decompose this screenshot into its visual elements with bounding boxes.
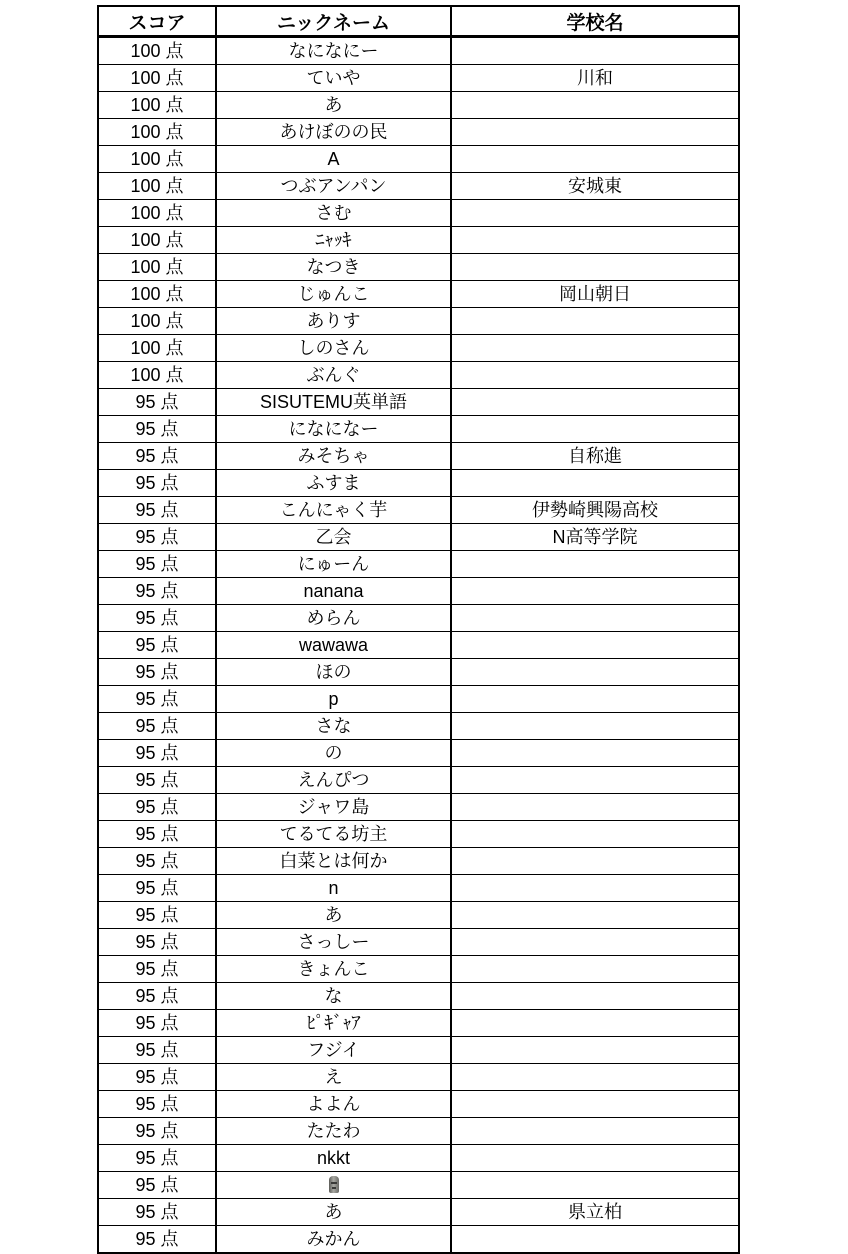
table-row	[98, 92, 739, 119]
school-cell	[451, 551, 739, 578]
nickname-cell: 白菜とは何か	[216, 848, 451, 875]
table-row	[98, 254, 739, 281]
school-cell	[451, 632, 739, 659]
score-cell: 100 点	[98, 335, 216, 362]
school-cell	[451, 119, 739, 146]
table-row	[98, 875, 739, 902]
nickname-cell: みかん	[216, 1226, 451, 1254]
nickname-cell: A	[216, 146, 451, 173]
nickname-cell: じゅんこ	[216, 281, 451, 308]
school-cell	[451, 902, 739, 929]
table-row	[98, 605, 739, 632]
score-cell: 95 点	[98, 875, 216, 902]
school-cell: 川和	[451, 65, 739, 92]
nickname-cell: なになにー	[216, 37, 451, 65]
nickname-cell: あけぼのの民	[216, 119, 451, 146]
table-row	[98, 794, 739, 821]
table-row	[98, 497, 739, 524]
table-row	[98, 1145, 739, 1172]
nickname-cell: p	[216, 686, 451, 713]
table-row	[98, 659, 739, 686]
school-cell	[451, 929, 739, 956]
nickname-cell: なつき	[216, 254, 451, 281]
score-cell: 95 点	[98, 578, 216, 605]
nickname-cell	[216, 1172, 451, 1199]
school-cell	[451, 308, 739, 335]
school-cell	[451, 1172, 739, 1199]
score-cell: 95 点	[98, 983, 216, 1010]
score-cell: 95 点	[98, 1172, 216, 1199]
school-cell	[451, 740, 739, 767]
score-cell: 95 点	[98, 794, 216, 821]
school-cell	[451, 821, 739, 848]
table-row	[98, 1010, 739, 1037]
score-cell: 95 点	[98, 821, 216, 848]
score-cell: 95 点	[98, 767, 216, 794]
table-row	[98, 443, 739, 470]
school-cell: 安城東	[451, 173, 739, 200]
score-cell: 100 点	[98, 119, 216, 146]
table-row	[98, 389, 739, 416]
table-row	[98, 362, 739, 389]
school-cell	[451, 335, 739, 362]
score-cell: 95 点	[98, 659, 216, 686]
nickname-cell: nanana	[216, 578, 451, 605]
score-cell: 95 点	[98, 1145, 216, 1172]
school-cell: N高等学院	[451, 524, 739, 551]
nickname-cell: になになー	[216, 416, 451, 443]
ranking-table	[97, 5, 740, 1254]
score-cell: 100 点	[98, 146, 216, 173]
nickname-cell: さな	[216, 713, 451, 740]
school-cell	[451, 605, 739, 632]
school-cell: 伊勢崎興陽高校	[451, 497, 739, 524]
table-row	[98, 1172, 739, 1199]
score-cell: 95 点	[98, 740, 216, 767]
table-row	[98, 902, 739, 929]
school-cell	[451, 362, 739, 389]
nickname-cell: え	[216, 1064, 451, 1091]
table-row	[98, 470, 739, 497]
table-row	[98, 1226, 739, 1254]
score-cell: 95 点	[98, 1199, 216, 1226]
school-cell	[451, 659, 739, 686]
nickname-cell: さっしー	[216, 929, 451, 956]
score-cell: 100 点	[98, 281, 216, 308]
nickname-cell: みそちゃ	[216, 443, 451, 470]
nickname-cell: あ	[216, 1199, 451, 1226]
school-cell	[451, 1118, 739, 1145]
score-cell: 95 点	[98, 686, 216, 713]
school-cell: 岡山朝日	[451, 281, 739, 308]
nickname-cell: n	[216, 875, 451, 902]
table-row	[98, 740, 739, 767]
school-cell	[451, 686, 739, 713]
score-cell: 95 点	[98, 524, 216, 551]
school-cell	[451, 1064, 739, 1091]
school-cell	[451, 875, 739, 902]
nickname-cell: nkkt	[216, 1145, 451, 1172]
score-cell: 95 点	[98, 443, 216, 470]
school-cell	[451, 713, 739, 740]
school-cell	[451, 200, 739, 227]
score-cell: 95 点	[98, 416, 216, 443]
table-row	[98, 821, 739, 848]
table-row	[98, 65, 739, 92]
table-row	[98, 227, 739, 254]
nickname-cell: めらん	[216, 605, 451, 632]
table-row	[98, 713, 739, 740]
school-cell	[451, 1145, 739, 1172]
table-row	[98, 119, 739, 146]
nickname-cell: ぶんぐ	[216, 362, 451, 389]
school-cell	[451, 254, 739, 281]
score-cell: 95 点	[98, 929, 216, 956]
table-row	[98, 551, 739, 578]
score-cell: 95 点	[98, 1037, 216, 1064]
nickname-cell: きょんこ	[216, 956, 451, 983]
score-cell: 95 点	[98, 389, 216, 416]
nickname-cell: さむ	[216, 200, 451, 227]
nickname-cell: ジャワ島	[216, 794, 451, 821]
table-row	[98, 1037, 739, 1064]
column-header-school: 学校名	[451, 6, 739, 37]
score-cell: 95 点	[98, 1064, 216, 1091]
school-cell	[451, 470, 739, 497]
score-cell: 95 点	[98, 902, 216, 929]
nickname-cell: の	[216, 740, 451, 767]
school-cell	[451, 1037, 739, 1064]
school-cell	[451, 794, 739, 821]
table-row	[98, 956, 739, 983]
score-cell: 95 点	[98, 848, 216, 875]
table-row	[98, 1091, 739, 1118]
school-cell	[451, 146, 739, 173]
nickname-cell: 乙会	[216, 524, 451, 551]
table-row	[98, 524, 739, 551]
school-cell: 県立柏	[451, 1199, 739, 1226]
table-row	[98, 1064, 739, 1091]
nickname-cell: あ	[216, 92, 451, 119]
table-row	[98, 335, 739, 362]
nickname-cell: てるてる坊主	[216, 821, 451, 848]
column-header-score: スコア	[98, 6, 216, 37]
score-cell: 95 点	[98, 470, 216, 497]
nickname-cell: たたわ	[216, 1118, 451, 1145]
score-cell: 100 点	[98, 254, 216, 281]
table-row	[98, 1199, 739, 1226]
moai-stone-icon	[329, 1176, 339, 1193]
nickname-cell: ﾋﾟｷﾞｬｱ	[216, 1010, 451, 1037]
nickname-cell: フジイ	[216, 1037, 451, 1064]
nickname-cell: よよん	[216, 1091, 451, 1118]
score-cell: 95 点	[98, 605, 216, 632]
school-cell	[451, 389, 739, 416]
nickname-cell: ふすま	[216, 470, 451, 497]
column-header-nickname: ニックネーム	[216, 6, 451, 37]
score-cell: 100 点	[98, 173, 216, 200]
table-header	[98, 6, 739, 37]
nickname-cell: ほの	[216, 659, 451, 686]
table-body	[98, 37, 739, 1254]
table-row	[98, 308, 739, 335]
score-cell: 95 点	[98, 497, 216, 524]
nickname-cell: wawawa	[216, 632, 451, 659]
nickname-cell: こんにゃく芋	[216, 497, 451, 524]
school-cell	[451, 767, 739, 794]
school-cell	[451, 227, 739, 254]
nickname-cell: えんぴつ	[216, 767, 451, 794]
school-cell	[451, 956, 739, 983]
nickname-cell: つぶアンパン	[216, 173, 451, 200]
table-row	[98, 1118, 739, 1145]
nickname-cell: ていや	[216, 65, 451, 92]
nickname-cell: しのさん	[216, 335, 451, 362]
score-cell: 95 点	[98, 632, 216, 659]
score-cell: 95 点	[98, 1118, 216, 1145]
score-cell: 100 点	[98, 227, 216, 254]
score-cell: 100 点	[98, 92, 216, 119]
score-cell: 95 点	[98, 713, 216, 740]
table-row	[98, 632, 739, 659]
school-cell	[451, 37, 739, 65]
nickname-cell: あ	[216, 902, 451, 929]
school-cell	[451, 1226, 739, 1254]
school-cell	[451, 1091, 739, 1118]
school-cell	[451, 578, 739, 605]
school-cell	[451, 983, 739, 1010]
table-row	[98, 173, 739, 200]
score-cell: 100 点	[98, 37, 216, 65]
table-row	[98, 416, 739, 443]
nickname-cell: ありす	[216, 308, 451, 335]
school-cell	[451, 848, 739, 875]
table-row	[98, 146, 739, 173]
nickname-cell: な	[216, 983, 451, 1010]
table-row	[98, 983, 739, 1010]
score-cell: 100 点	[98, 308, 216, 335]
table-row	[98, 578, 739, 605]
table-row	[98, 37, 739, 65]
table-row	[98, 200, 739, 227]
school-cell	[451, 416, 739, 443]
table-row	[98, 929, 739, 956]
score-cell: 95 点	[98, 1010, 216, 1037]
table-row	[98, 686, 739, 713]
score-cell: 100 点	[98, 200, 216, 227]
table-row	[98, 767, 739, 794]
score-cell: 100 点	[98, 362, 216, 389]
score-cell: 95 点	[98, 551, 216, 578]
school-cell	[451, 92, 739, 119]
nickname-cell: ﾆｬｯｷ	[216, 227, 451, 254]
score-cell: 100 点	[98, 65, 216, 92]
nickname-cell: SISUTEMU英単語	[216, 389, 451, 416]
school-cell: 自称進	[451, 443, 739, 470]
table-row	[98, 848, 739, 875]
score-cell: 95 点	[98, 956, 216, 983]
score-cell: 95 点	[98, 1226, 216, 1254]
nickname-cell: にゅーん	[216, 551, 451, 578]
school-cell	[451, 1010, 739, 1037]
header-row	[98, 6, 739, 37]
table-row	[98, 281, 739, 308]
score-cell: 95 点	[98, 1091, 216, 1118]
